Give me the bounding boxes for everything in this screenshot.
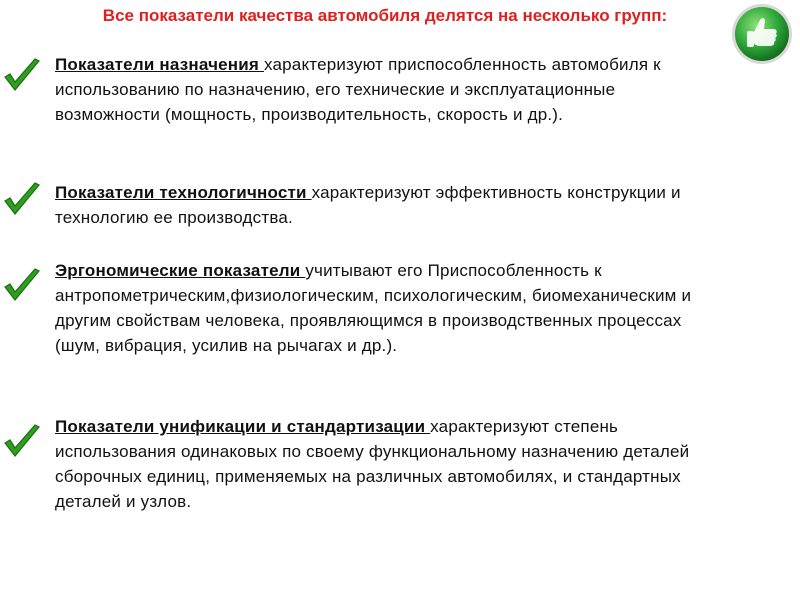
thumbs-up-icon	[730, 2, 794, 66]
green-check-icon	[2, 56, 42, 96]
section-term: Показатели технологичности	[55, 183, 312, 202]
section-text: характеризуют приспособленность автомобиля к использованию по назначению, его технические и эксплуатационные возможности (мощность, производительность, скорость и др.).	[55, 55, 661, 124]
section-paragraph	[55, 52, 715, 127]
section-paragraph	[55, 414, 715, 514]
section-paragraph	[55, 180, 715, 230]
section-term: Показатели назначения	[55, 55, 264, 74]
section-paragraph	[55, 258, 715, 358]
section-term: Показатели унификации и стандартизации	[55, 417, 431, 436]
section-text: учитывают его Приспособленность к антропометрическим,физиологическим, психологическим, биомеханическим и другим свойствам человека, проявляющимся в производственных процессах (шум, вибрация, усилив на рычагах и др.).	[55, 261, 692, 355]
green-check-icon	[2, 266, 42, 306]
green-check-icon	[2, 180, 42, 220]
slide-title: Все показатели качества автомобиля делятся на несколько групп:	[102, 6, 668, 25]
section-text: характеризуют эффективность конструкции и технологию ее производства.	[55, 183, 681, 227]
green-check-icon	[2, 422, 42, 462]
section-term: Эргономические показатели	[55, 261, 306, 280]
section-text: характеризуют степень использования одинаковых по своему функциональному назначению деталей сборочных единиц, применяемых на различных автомобилях, и стандартных деталей и узлов.	[55, 417, 690, 511]
